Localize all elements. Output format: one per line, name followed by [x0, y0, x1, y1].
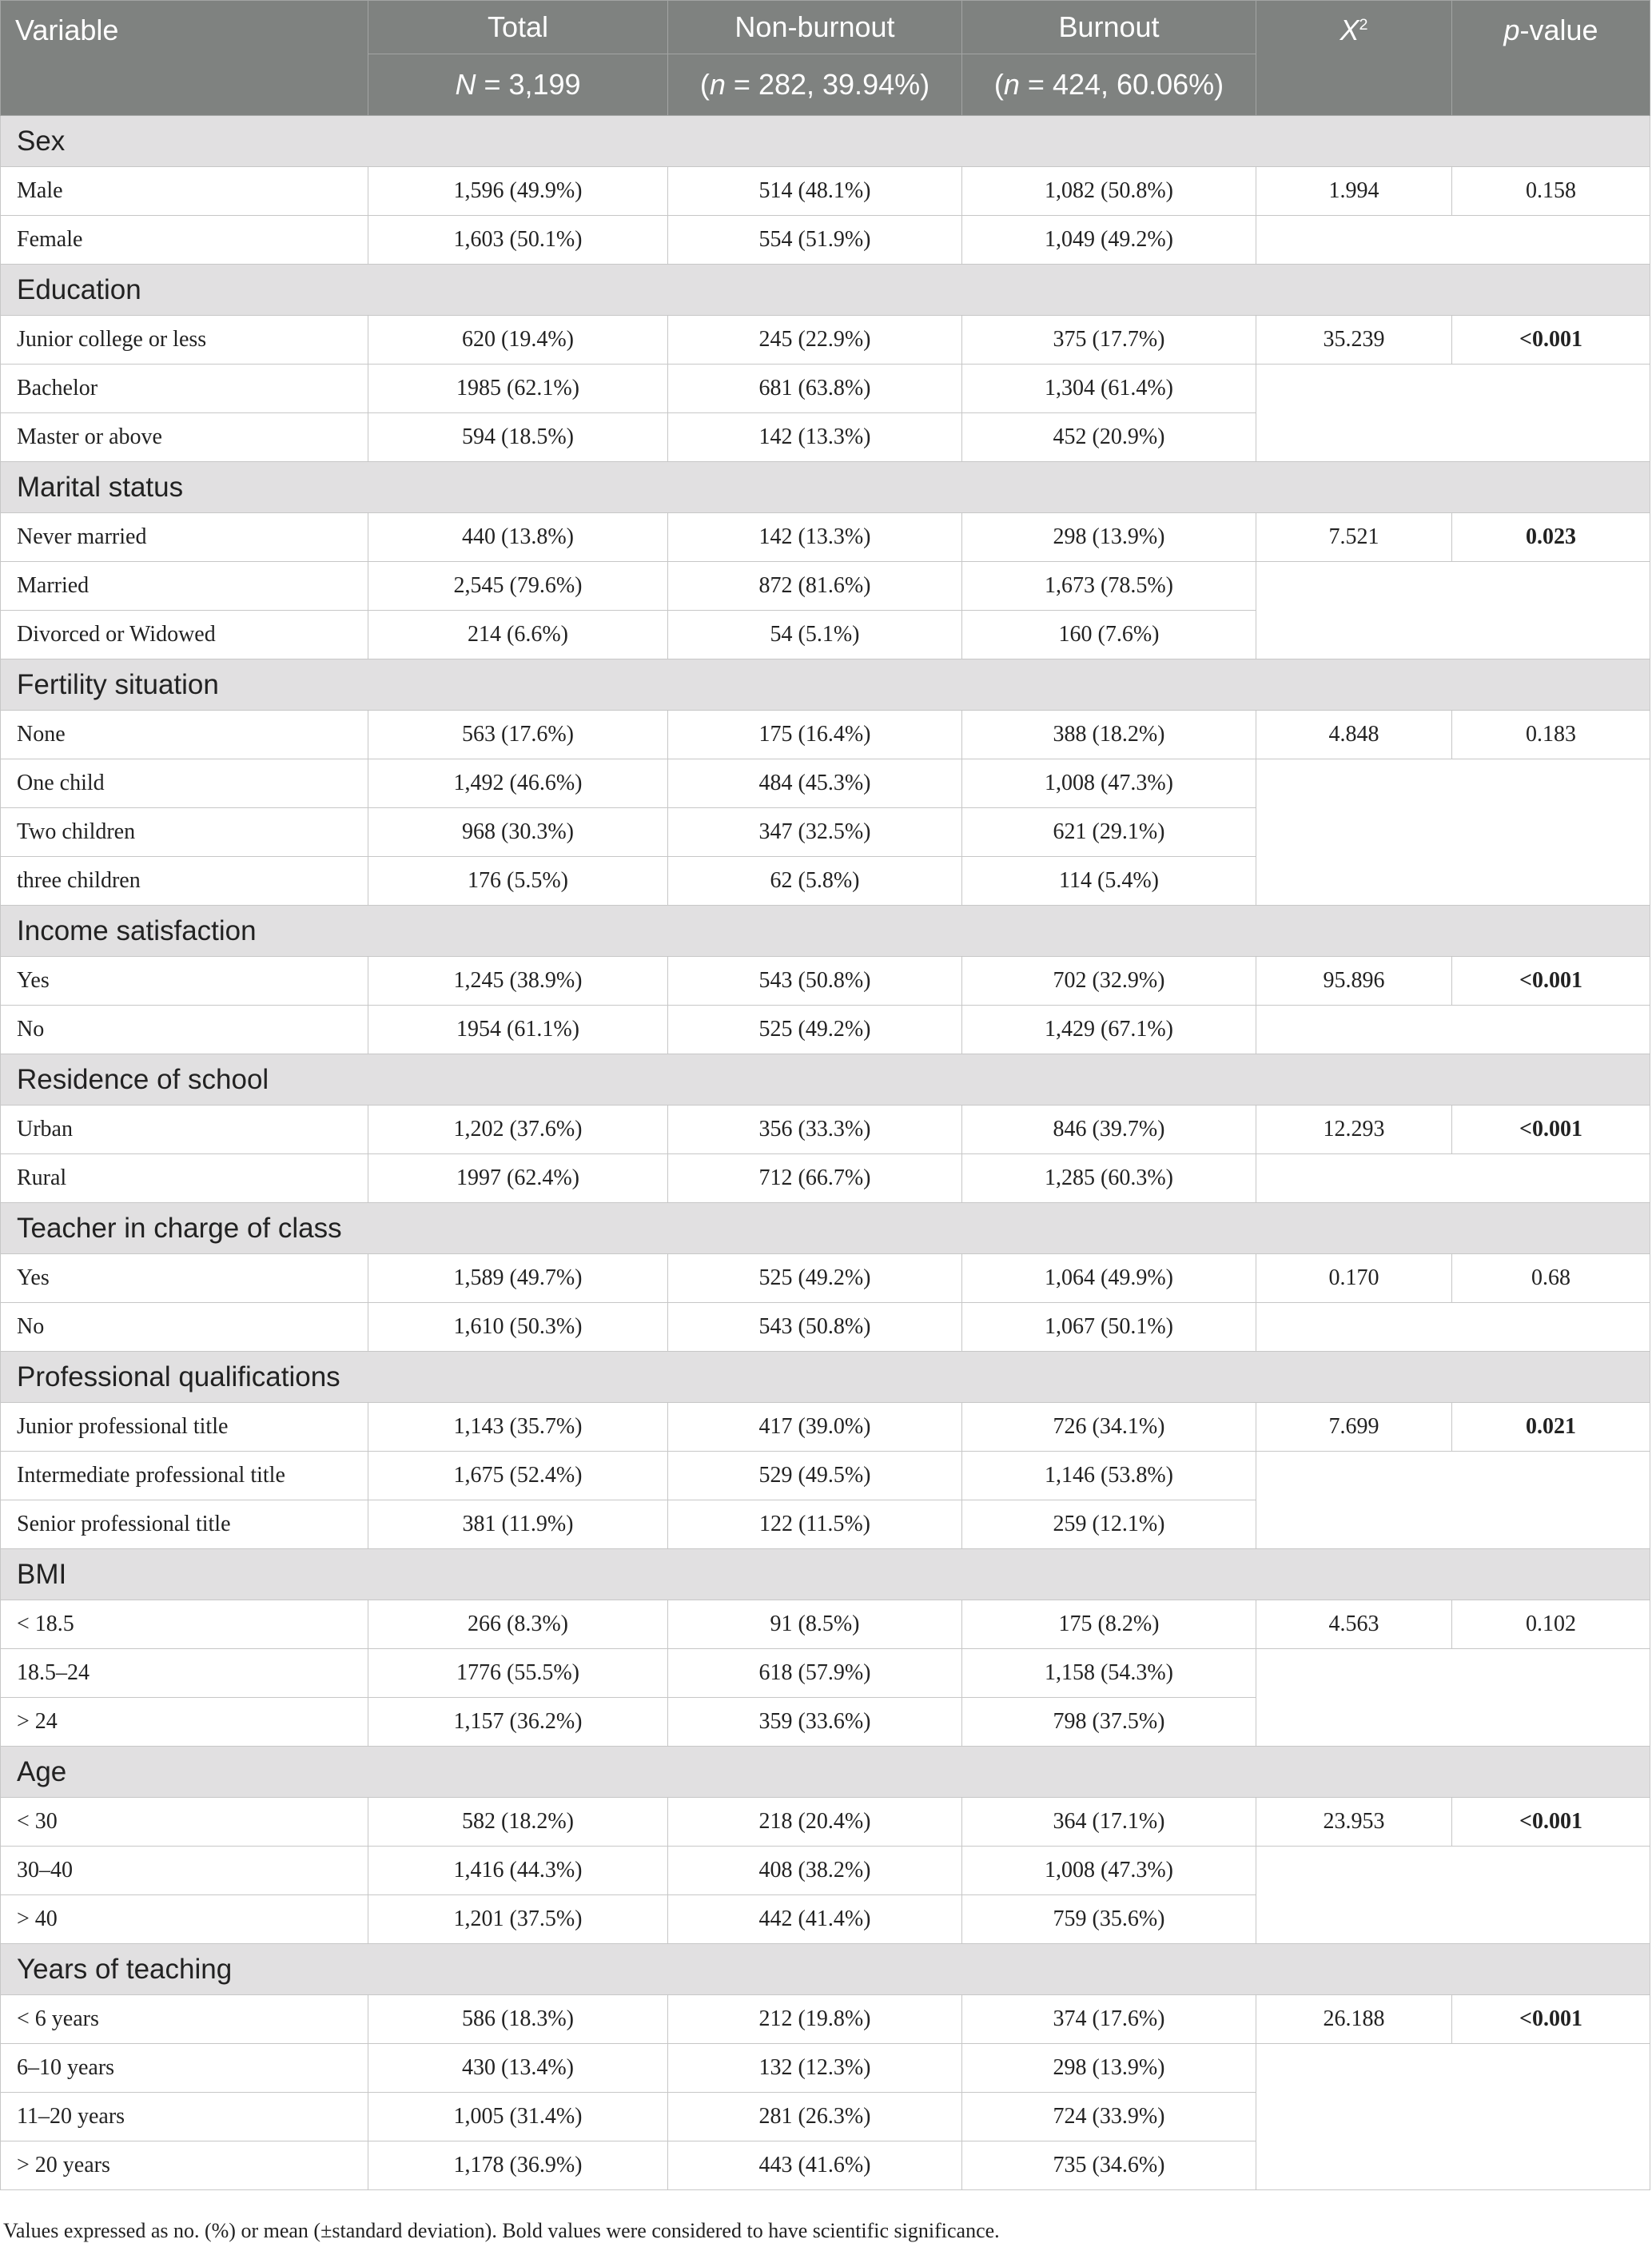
cell-chi-square: 0.170 [1256, 1254, 1452, 1303]
empty-stat-cell [1256, 1452, 1650, 1549]
table-row [1, 957, 1650, 1006]
row-label: Intermediate professional title [1, 1452, 368, 1500]
empty-stat-cell [1256, 759, 1650, 906]
cell-burnout: 1,008 (47.3%) [962, 1847, 1256, 1895]
cell-burnout: 375 (17.7%) [962, 316, 1256, 365]
section-title: Fertility situation [1, 659, 1650, 711]
section-title: Marital status [1, 462, 1650, 513]
row-label: Bachelor [1, 365, 368, 413]
header-nonburnout-n: (n = 282, 39.94%) [668, 54, 962, 116]
section-title: BMI [1, 1549, 1650, 1600]
cell-burnout: 1,304 (61.4%) [962, 365, 1256, 413]
cell-total: 176 (5.5%) [368, 857, 668, 906]
cell-total: 1,596 (49.9%) [368, 167, 668, 216]
empty-stat-cell [1256, 1154, 1650, 1203]
table-row [1, 1106, 1650, 1154]
empty-stat-cell [1256, 216, 1650, 265]
cell-burnout: 724 (33.9%) [962, 2093, 1256, 2141]
row-label: Female [1, 216, 368, 265]
cell-total: 1,005 (31.4%) [368, 2093, 668, 2141]
cell-burnout: 1,064 (49.9%) [962, 1254, 1256, 1303]
row-label: Yes [1, 1254, 368, 1303]
cell-p-value: 0.183 [1452, 711, 1650, 759]
cell-total: 214 (6.6%) [368, 611, 668, 659]
cell-chi-square: 23.953 [1256, 1798, 1452, 1847]
cell-total: 2,545 (79.6%) [368, 562, 668, 611]
cell-chi-square: 1.994 [1256, 167, 1452, 216]
row-label: Male [1, 167, 368, 216]
empty-stat-cell [1256, 1847, 1650, 1944]
section-title: Professional qualifications [1, 1352, 1650, 1403]
cell-burnout: 1,008 (47.3%) [962, 759, 1256, 808]
section-row [1, 1203, 1650, 1254]
cell-nonburnout: 245 (22.9%) [668, 316, 962, 365]
cell-total: 440 (13.8%) [368, 513, 668, 562]
cell-burnout: 1,082 (50.8%) [962, 167, 1256, 216]
cell-total: 1,603 (50.1%) [368, 216, 668, 265]
cell-total: 1,178 (36.9%) [368, 2141, 668, 2190]
empty-stat-cell [1256, 1303, 1650, 1352]
cell-total: 1,157 (36.2%) [368, 1698, 668, 1747]
row-label: < 30 [1, 1798, 368, 1847]
table-row [1, 216, 1650, 265]
table-row [1, 365, 1650, 413]
section-row [1, 1747, 1650, 1798]
cell-burnout: 1,146 (53.8%) [962, 1452, 1256, 1500]
table-footnote: Values expressed as no. (%) or mean (±standard deviation). Bold values were considered to have scientific significance. [3, 2219, 1000, 2242]
table-row [1, 1847, 1650, 1895]
row-label: None [1, 711, 368, 759]
row-label: No [1, 1006, 368, 1054]
cell-total: 1,201 (37.5%) [368, 1895, 668, 1944]
cell-nonburnout: 175 (16.4%) [668, 711, 962, 759]
cell-burnout: 374 (17.6%) [962, 1995, 1256, 2044]
cell-nonburnout: 417 (39.0%) [668, 1403, 962, 1452]
cell-total: 594 (18.5%) [368, 413, 668, 462]
cell-nonburnout: 525 (49.2%) [668, 1254, 962, 1303]
cell-burnout: 175 (8.2%) [962, 1600, 1256, 1649]
cell-burnout: 1,067 (50.1%) [962, 1303, 1256, 1352]
row-label: > 24 [1, 1698, 368, 1747]
table-row [1, 2044, 1650, 2093]
table-row [1, 711, 1650, 759]
cell-nonburnout: 281 (26.3%) [668, 2093, 962, 2141]
cell-burnout: 702 (32.9%) [962, 957, 1256, 1006]
table-row [1, 316, 1650, 365]
empty-stat-cell [1256, 562, 1650, 659]
cell-nonburnout: 408 (38.2%) [668, 1847, 962, 1895]
cell-nonburnout: 62 (5.8%) [668, 857, 962, 906]
cell-nonburnout: 525 (49.2%) [668, 1006, 962, 1054]
row-label: 6–10 years [1, 2044, 368, 2093]
cell-burnout: 735 (34.6%) [962, 2141, 1256, 2190]
section-row [1, 265, 1650, 316]
empty-stat-cell [1256, 2044, 1650, 2190]
cell-total: 968 (30.3%) [368, 808, 668, 857]
cell-chi-square: 4.848 [1256, 711, 1452, 759]
row-label: 30–40 [1, 1847, 368, 1895]
cell-nonburnout: 91 (8.5%) [668, 1600, 962, 1649]
header-chi-square: $X^2$ [1256, 1, 1452, 116]
section-title: Residence of school [1, 1054, 1650, 1106]
cell-nonburnout: 54 (5.1%) [668, 611, 962, 659]
row-label: Junior professional title [1, 1403, 368, 1452]
section-title: Education [1, 265, 1650, 316]
cell-total: 1,245 (38.9%) [368, 957, 668, 1006]
cell-nonburnout: 514 (48.1%) [668, 167, 962, 216]
cell-chi-square: 35.239 [1256, 316, 1452, 365]
cell-total: 430 (13.4%) [368, 2044, 668, 2093]
row-label: > 40 [1, 1895, 368, 1944]
cell-total: 586 (18.3%) [368, 1995, 668, 2044]
header-nonburnout: Non-burnout [668, 1, 962, 54]
section-row [1, 116, 1650, 167]
cell-burnout: 259 (12.1%) [962, 1500, 1256, 1549]
cell-burnout: 1,158 (54.3%) [962, 1649, 1256, 1698]
cell-nonburnout: 142 (13.3%) [668, 413, 962, 462]
cell-chi-square: 12.293 [1256, 1106, 1452, 1154]
row-label: Rural [1, 1154, 368, 1203]
table-row [1, 1798, 1650, 1847]
cell-total: 620 (19.4%) [368, 316, 668, 365]
cell-burnout: 1,285 (60.3%) [962, 1154, 1256, 1203]
row-label: Master or above [1, 413, 368, 462]
table-body [1, 116, 1650, 2190]
cell-burnout: 364 (17.1%) [962, 1798, 1256, 1847]
cell-nonburnout: 872 (81.6%) [668, 562, 962, 611]
table-row [1, 1154, 1650, 1203]
cell-total: 1,492 (46.6%) [368, 759, 668, 808]
section-row [1, 1352, 1650, 1403]
cell-chi-square: 4.563 [1256, 1600, 1452, 1649]
cell-p-value: 0.68 [1452, 1254, 1650, 1303]
cell-nonburnout: 443 (41.6%) [668, 2141, 962, 2190]
cell-burnout: 846 (39.7%) [962, 1106, 1256, 1154]
cell-p-value: 0.158 [1452, 167, 1650, 216]
cell-nonburnout: 554 (51.9%) [668, 216, 962, 265]
header-variable: Variable [1, 1, 368, 116]
cell-nonburnout: 543 (50.8%) [668, 957, 962, 1006]
cell-total: 582 (18.2%) [368, 1798, 668, 1847]
table-row [1, 759, 1650, 808]
cell-nonburnout: 347 (32.5%) [668, 808, 962, 857]
section-row [1, 659, 1650, 711]
cell-total: 1,675 (52.4%) [368, 1452, 668, 1500]
cell-nonburnout: 142 (13.3%) [668, 513, 962, 562]
table-row [1, 562, 1650, 611]
empty-stat-cell [1256, 365, 1650, 462]
cell-nonburnout: 442 (41.4%) [668, 1895, 962, 1944]
header-burnout: Burnout [962, 1, 1256, 54]
cell-p-value: 0.102 [1452, 1600, 1650, 1649]
cell-burnout: 1,049 (49.2%) [962, 216, 1256, 265]
section-row [1, 1054, 1650, 1106]
row-label: Married [1, 562, 368, 611]
cell-p-value: <0.001 [1452, 1995, 1650, 2044]
row-label: three children [1, 857, 368, 906]
cell-burnout: 1,429 (67.1%) [962, 1006, 1256, 1054]
cell-total: 1985 (62.1%) [368, 365, 668, 413]
section-row [1, 1549, 1650, 1600]
cell-nonburnout: 484 (45.3%) [668, 759, 962, 808]
section-title: Income satisfaction [1, 906, 1650, 957]
cell-nonburnout: 132 (12.3%) [668, 2044, 962, 2093]
cell-chi-square: 95.896 [1256, 957, 1452, 1006]
table-row [1, 1649, 1650, 1698]
cell-nonburnout: 356 (33.3%) [668, 1106, 962, 1154]
cell-total: 1,610 (50.3%) [368, 1303, 668, 1352]
cell-p-value: <0.001 [1452, 1798, 1650, 1847]
section-title: Age [1, 1747, 1650, 1798]
cell-chi-square: 7.699 [1256, 1403, 1452, 1452]
cell-total: 381 (11.9%) [368, 1500, 668, 1549]
cell-nonburnout: 359 (33.6%) [668, 1698, 962, 1747]
cell-nonburnout: 529 (49.5%) [668, 1452, 962, 1500]
cell-total: 1954 (61.1%) [368, 1006, 668, 1054]
cell-p-value: <0.001 [1452, 1106, 1650, 1154]
cell-nonburnout: 212 (19.8%) [668, 1995, 962, 2044]
header-total-n: N = 3,199 [368, 54, 668, 116]
table-row [1, 1452, 1650, 1500]
cell-total: 266 (8.3%) [368, 1600, 668, 1649]
row-label: < 18.5 [1, 1600, 368, 1649]
cell-p-value: 0.023 [1452, 513, 1650, 562]
cell-total: 1,202 (37.6%) [368, 1106, 668, 1154]
table-row [1, 1403, 1650, 1452]
table-row [1, 1006, 1650, 1054]
section-row [1, 1944, 1650, 1995]
row-label: < 6 years [1, 1995, 368, 2044]
cell-burnout: 798 (37.5%) [962, 1698, 1256, 1747]
cell-p-value: 0.021 [1452, 1403, 1650, 1452]
cell-burnout: 298 (13.9%) [962, 513, 1256, 562]
table-row [1, 1600, 1650, 1649]
cell-total: 1,416 (44.3%) [368, 1847, 668, 1895]
row-label: Urban [1, 1106, 368, 1154]
cell-burnout: 759 (35.6%) [962, 1895, 1256, 1944]
row-label: 11–20 years [1, 2093, 368, 2141]
cell-burnout: 160 (7.6%) [962, 611, 1256, 659]
table-row [1, 167, 1650, 216]
cell-total: 1,589 (49.7%) [368, 1254, 668, 1303]
cell-burnout: 452 (20.9%) [962, 413, 1256, 462]
empty-stat-cell [1256, 1006, 1650, 1054]
cell-chi-square: 7.521 [1256, 513, 1452, 562]
row-label: Junior college or less [1, 316, 368, 365]
section-title: Years of teaching [1, 1944, 1650, 1995]
table-row [1, 1254, 1650, 1303]
cell-total: 1997 (62.4%) [368, 1154, 668, 1203]
header-total: Total [368, 1, 668, 54]
section-title: Teacher in charge of class [1, 1203, 1650, 1254]
cell-chi-square: 26.188 [1256, 1995, 1452, 2044]
cell-burnout: 726 (34.1%) [962, 1403, 1256, 1452]
row-label: Senior professional title [1, 1500, 368, 1549]
cell-nonburnout: 618 (57.9%) [668, 1649, 962, 1698]
cell-burnout: 114 (5.4%) [962, 857, 1256, 906]
cell-burnout: 1,673 (78.5%) [962, 562, 1256, 611]
table-row [1, 1303, 1650, 1352]
table-row [1, 1995, 1650, 2044]
cell-total: 1776 (55.5%) [368, 1649, 668, 1698]
cell-total: 1,143 (35.7%) [368, 1403, 668, 1452]
row-label: One child [1, 759, 368, 808]
row-label: 18.5–24 [1, 1649, 368, 1698]
cell-nonburnout: 122 (11.5%) [668, 1500, 962, 1549]
row-label: Two children [1, 808, 368, 857]
cell-burnout: 621 (29.1%) [962, 808, 1256, 857]
cell-burnout: 298 (13.9%) [962, 2044, 1256, 2093]
cell-p-value: <0.001 [1452, 957, 1650, 1006]
header-burnout-n: (n = 424, 60.06%) [962, 54, 1256, 116]
row-label: Divorced or Widowed [1, 611, 368, 659]
cell-nonburnout: 712 (66.7%) [668, 1154, 962, 1203]
cell-p-value: <0.001 [1452, 316, 1650, 365]
cell-nonburnout: 543 (50.8%) [668, 1303, 962, 1352]
section-row [1, 462, 1650, 513]
cell-nonburnout: 218 (20.4%) [668, 1798, 962, 1847]
row-label: No [1, 1303, 368, 1352]
row-label: Yes [1, 957, 368, 1006]
section-row [1, 906, 1650, 957]
row-label: Never married [1, 513, 368, 562]
row-label: > 20 years [1, 2141, 368, 2190]
table-row [1, 513, 1650, 562]
empty-stat-cell [1256, 1649, 1650, 1747]
table-header [1, 1, 1650, 116]
cell-burnout: 388 (18.2%) [962, 711, 1256, 759]
section-title: Sex [1, 116, 1650, 167]
cell-nonburnout: 681 (63.8%) [668, 365, 962, 413]
header-p-value: p-value [1452, 1, 1650, 116]
cell-total: 563 (17.6%) [368, 711, 668, 759]
